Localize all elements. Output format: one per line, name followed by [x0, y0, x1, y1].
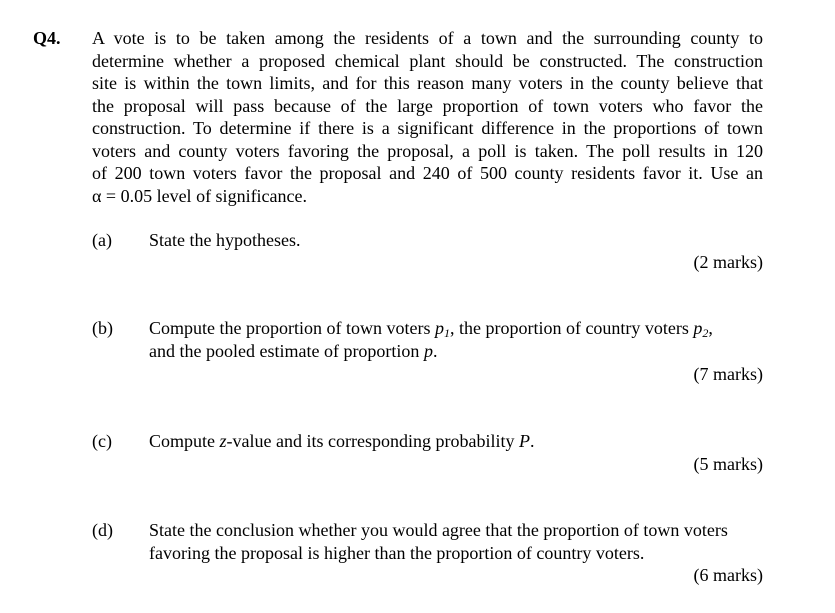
part-line: Compute the proportion of town voters $p_1$, the proportion of country voters $p_2$, — [149, 318, 713, 340]
marks-c: (5 marks) — [693, 454, 763, 474]
stem-line: determine whether a proposed chemical plant should be constructed. The construction — [92, 50, 763, 71]
part-line: favoring the proposal is higher than the proportion of country voters. — [149, 543, 645, 563]
part-label: (d) — [92, 520, 113, 540]
variable-P: P — [518, 431, 530, 451]
variable-p: p — [423, 341, 433, 361]
stem-line: A vote is to be taken among the residents of a town and the surrounding county to — [92, 28, 763, 48]
variable-p1: $p_1$ — [434, 318, 450, 340]
variable-z: z — [219, 431, 227, 451]
stem-line: construction. To determine if there is a significant difference in the proportions of town — [92, 118, 763, 138]
part-label: (a) — [92, 230, 112, 250]
variable-p2: $p_2$ — [693, 318, 709, 340]
stem-line: site is within the town limits, and for this reason many voters in the county believe that — [92, 73, 763, 93]
question-stem — [92, 27, 763, 207]
stem-line: voters and county voters favoring the proposal, a poll is taken. The poll results in 120 — [92, 140, 763, 161]
part-text — [149, 317, 763, 363]
part-text — [149, 229, 763, 252]
part-text — [149, 430, 763, 453]
part-text — [149, 519, 763, 565]
part-line: Compute z-value and its corresponding probability P. — [149, 431, 535, 451]
stem-line: of 200 town voters favor the proposal and 240 of 500 county residents favor it. Use an — [92, 163, 763, 183]
marks-b: (7 marks) — [693, 364, 763, 384]
part-label: (c) — [92, 431, 112, 451]
part-line: State the conclusion whether you would agree that the proportion of town voters — [149, 520, 728, 540]
marks-a: (2 marks) — [693, 252, 763, 272]
stem-line: α = 0.05 level of significance. — [92, 185, 308, 206]
part-line: State the hypotheses. — [149, 230, 301, 250]
stem-line: the proposal will pass because of the large proportion of town voters who favor the — [92, 95, 763, 116]
question-number: Q4. — [33, 28, 61, 48]
part-label: (b) — [92, 318, 113, 338]
part-line: and the pooled estimate of proportion p. — [149, 341, 438, 361]
marks-d: (6 marks) — [693, 565, 763, 585]
